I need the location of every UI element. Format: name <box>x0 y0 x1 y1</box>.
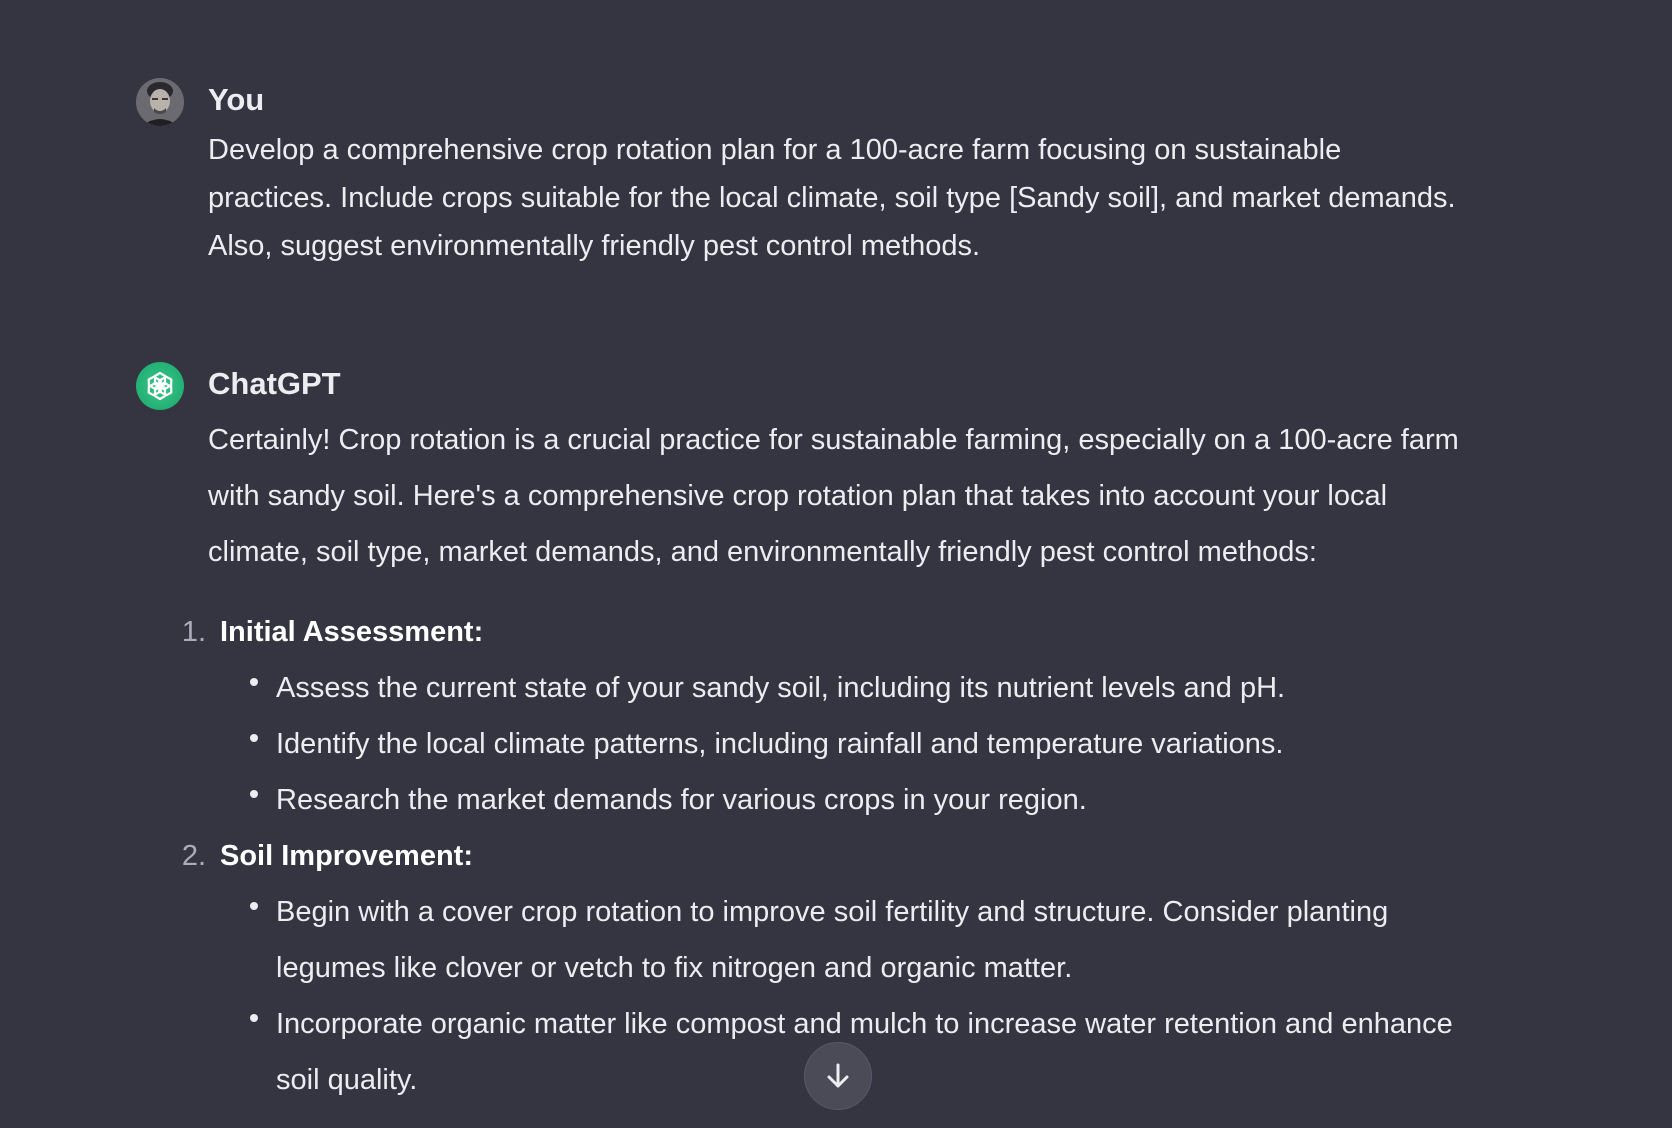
assistant-avatar <box>136 362 184 410</box>
bullet-list <box>220 660 1592 828</box>
step-number: 2. <box>181 840 206 872</box>
assistant-intro <box>208 412 1592 580</box>
step-item <box>181 828 1592 1108</box>
user-message-line: Also, suggest environmentally friendly pest control methods. <box>208 230 981 262</box>
bullet-item <box>276 996 1592 1108</box>
assistant-intro-line: with sandy soil. Here's a comprehensive crop rotation plan that takes into account your local <box>208 480 1388 512</box>
bullet-item <box>276 772 1592 828</box>
bullet-item <box>276 716 1592 772</box>
step-title: Initial Assessment: <box>220 616 484 648</box>
bullet-text: Research the market demands for various crops in your region. <box>276 784 1087 816</box>
user-author-name: You <box>208 82 265 117</box>
step-item <box>181 604 1592 828</box>
scroll-to-bottom-button[interactable] <box>804 1042 872 1110</box>
user-avatar <box>136 78 184 126</box>
steps-list <box>181 604 1592 1108</box>
user-message-text <box>208 126 1592 270</box>
bullet-item <box>276 884 1592 996</box>
openai-logo-icon <box>143 369 177 403</box>
step-number: 1. <box>181 616 206 648</box>
bullet-text: Assess the current state of your sandy soil, including its nutrient levels and pH. <box>276 672 1286 704</box>
assistant-author-name: ChatGPT <box>208 366 341 401</box>
arrow-down-icon <box>823 1061 853 1091</box>
user-message-line: Develop a comprehensive crop rotation plan for a 100-acre farm focusing on sustainable <box>208 134 1342 166</box>
assistant-intro-line: climate, soil type, market demands, and environmentally friendly pest control methods: <box>208 536 1317 568</box>
user-message-line: practices. Include crops suitable for the local climate, soil type [Sandy soil], and market demands. <box>208 182 1456 214</box>
bullet-text: Identify the local climate patterns, including rainfall and temperature variations. <box>276 728 1284 760</box>
bullet-item <box>276 660 1592 716</box>
bullet-text: legumes like clover or vetch to fix nitrogen and organic matter. <box>276 952 1073 984</box>
assistant-intro-line: Certainly! Crop rotation is a crucial practice for sustainable farming, especially on a 100-acre farm <box>208 424 1459 456</box>
user-avatar-photo <box>136 78 184 126</box>
bullet-text: Begin with a cover crop rotation to improve soil fertility and structure. Consider planting <box>276 896 1389 928</box>
bullet-list <box>220 884 1592 1108</box>
assistant-message-text <box>181 412 1592 1108</box>
step-title: Soil Improvement: <box>220 840 473 872</box>
bullet-text: soil quality. <box>276 1064 418 1096</box>
bullet-text: Incorporate organic matter like compost and mulch to increase water retention and enhance <box>276 1008 1453 1040</box>
